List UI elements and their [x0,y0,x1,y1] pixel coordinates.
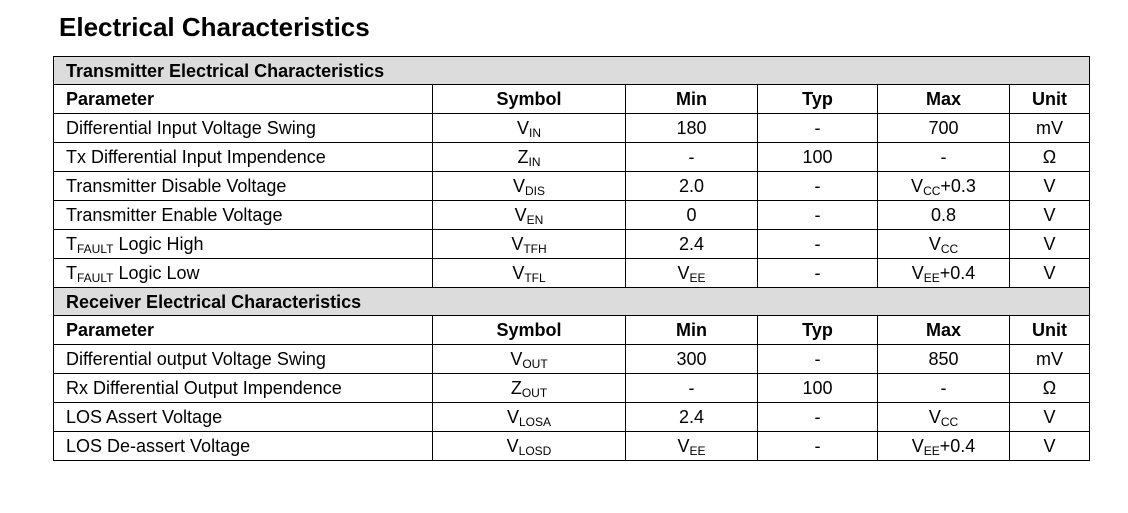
cell-text: mV [1036,118,1064,138]
cell-symbol [433,374,626,403]
cell-typ [758,374,878,403]
cell-subscript: EE [923,271,940,285]
cell-typ [758,143,878,172]
cell-subscript: DIS [525,184,546,198]
cell-text: Logic High [113,234,204,254]
cell-text: - [688,147,695,167]
cell-max [878,143,1010,172]
cell-text: 100 [802,147,833,167]
cell-text: V [506,436,519,456]
cell-text: 700 [928,118,959,138]
cell-unit [1010,114,1090,143]
cell-text: T [66,263,77,283]
cell-unit [1010,230,1090,259]
cell-text: - [814,205,821,225]
cell-unit [1010,374,1090,403]
cell-text: +0.4 [939,436,976,456]
cell-min [626,143,758,172]
cell-typ [758,259,878,288]
cell-subscript: EE [923,444,940,458]
cell-max [878,114,1010,143]
cell-typ [758,403,878,432]
column-header: Typ [758,316,878,345]
cell-text: LOS De-assert Voltage [66,436,251,456]
cell-text: V [1043,234,1056,254]
cell-subscript: FAULT [77,271,114,285]
cell-max [878,259,1010,288]
cell-text: 0 [686,205,697,225]
cell-max [878,230,1010,259]
table-row [54,345,1090,374]
cell-param [54,403,433,432]
cell-min [626,201,758,230]
cell-text: V [911,436,924,456]
cell-symbol [433,259,626,288]
cell-text: - [940,378,947,398]
cell-max [878,201,1010,230]
cell-text: V [1043,205,1056,225]
cell-text: - [814,234,821,254]
cell-typ [758,201,878,230]
cell-text: - [814,263,821,283]
cell-text: V [512,176,525,196]
cell-min [626,403,758,432]
cell-unit [1010,201,1090,230]
column-header: Parameter [54,85,433,114]
cell-text: - [814,118,821,138]
cell-text: Differential output Voltage Swing [66,349,326,369]
cell-unit [1010,259,1090,288]
cell-subscript: EN [526,213,544,227]
cell-text: V [510,349,523,369]
cell-subscript: OUT [521,386,548,400]
column-header: Unit [1010,85,1090,114]
cell-subscript: IN [529,126,541,140]
cell-text: - [814,407,821,427]
cell-max [878,345,1010,374]
cell-text: Tx Differential Input Impendence [66,147,326,167]
cell-text: V [677,263,690,283]
cell-text: V [911,176,924,196]
cell-param [54,230,433,259]
table-row [54,230,1090,259]
table-row [54,432,1090,461]
cell-param [54,374,433,403]
cell-subscript: CC [940,415,959,429]
table-row [54,259,1090,288]
cell-text: Differential Input Voltage Swing [66,118,316,138]
cell-max [878,374,1010,403]
cell-min [626,114,758,143]
cell-min [626,230,758,259]
cell-text: Z [510,378,522,398]
cell-text: V [928,407,941,427]
cell-symbol [433,432,626,461]
cell-text: mV [1036,349,1064,369]
section-title: Receiver Electrical Characteristics [54,288,1090,316]
cell-symbol [433,403,626,432]
section-header-row [54,288,1090,316]
cell-min [626,259,758,288]
cell-text: T [66,234,77,254]
cell-text: Z [517,147,529,167]
section-title: Transmitter Electrical Characteristics [54,57,1090,85]
cell-text: - [814,176,821,196]
cell-text: - [814,436,821,456]
cell-typ [758,230,878,259]
cell-symbol [433,230,626,259]
column-header: Typ [758,85,878,114]
cell-subscript: LOSA [519,415,552,429]
cell-typ [758,345,878,374]
table-row [54,201,1090,230]
cell-text: V [506,407,519,427]
cell-text: V [1043,407,1056,427]
cell-text: V [514,205,527,225]
cell-text: 2.0 [678,176,705,196]
page-title: Electrical Characteristics [59,12,370,42]
column-header: Min [626,85,758,114]
cell-subscript: TFH [523,242,547,256]
section-header-row [54,57,1090,85]
cell-symbol [433,114,626,143]
table-row [54,374,1090,403]
cell-param [54,143,433,172]
cell-unit [1010,172,1090,201]
cell-text: Transmitter Enable Voltage [66,205,283,225]
cell-param [54,259,433,288]
cell-text: - [940,147,947,167]
cell-text: 0.8 [930,205,957,225]
table-row [54,114,1090,143]
cell-subscript: EE [689,444,706,458]
cell-text: LOS Assert Voltage [66,407,223,427]
cell-min [626,172,758,201]
cell-unit [1010,345,1090,374]
cell-min [626,432,758,461]
cell-param [54,345,433,374]
cell-symbol [433,201,626,230]
cell-text: Logic Low [113,263,200,283]
cell-subscript: TFL [524,271,546,285]
column-header: Symbol [433,85,626,114]
cell-text: - [814,349,821,369]
cell-text: Ω [1042,378,1057,398]
cell-symbol [433,345,626,374]
cell-subscript: CC [923,184,941,198]
cell-unit [1010,432,1090,461]
cell-text: Ω [1042,147,1057,167]
cell-text: 180 [676,118,707,138]
cell-unit [1010,403,1090,432]
cell-text: +0.4 [939,263,976,283]
cell-text: 300 [676,349,707,369]
cell-param [54,114,433,143]
table-row [54,143,1090,172]
electrical-characteristics-table [53,56,1090,461]
column-header: Max [878,316,1010,345]
cell-param [54,172,433,201]
cell-text: - [688,378,695,398]
cell-unit [1010,143,1090,172]
cell-text: V [512,263,525,283]
cell-text: V [928,234,941,254]
cell-text: V [511,234,524,254]
cell-typ [758,172,878,201]
cell-text: V [1043,176,1056,196]
column-header: Symbol [433,316,626,345]
cell-min [626,374,758,403]
cell-text: Rx Differential Output Impendence [66,378,342,398]
table-row [54,172,1090,201]
cell-text: 2.4 [678,234,705,254]
cell-text: V [516,118,529,138]
table-row [54,403,1090,432]
cell-subscript: IN [528,155,541,169]
column-header-row [54,316,1090,345]
cell-param [54,432,433,461]
column-header-row [54,85,1090,114]
cell-param [54,201,433,230]
cell-text: V [677,436,690,456]
cell-text: V [1043,436,1056,456]
cell-min [626,345,758,374]
cell-text: 100 [802,378,833,398]
cell-symbol [433,143,626,172]
cell-max [878,172,1010,201]
cell-subscript: CC [940,242,959,256]
cell-symbol [433,172,626,201]
column-header: Parameter [54,316,433,345]
cell-typ [758,432,878,461]
cell-max [878,432,1010,461]
cell-subscript: FAULT [77,242,114,256]
cell-text: 850 [928,349,959,369]
cell-text: Transmitter Disable Voltage [66,176,287,196]
column-header: Unit [1010,316,1090,345]
cell-subscript: LOSD [518,444,552,458]
column-header: Min [626,316,758,345]
cell-text: 2.4 [678,407,705,427]
cell-subscript: EE [689,271,706,285]
cell-subscript: OUT [522,357,548,371]
cell-text: +0.3 [940,176,976,196]
cell-text: V [1043,263,1056,283]
cell-typ [758,114,878,143]
cell-text: V [911,263,924,283]
column-header: Max [878,85,1010,114]
cell-max [878,403,1010,432]
